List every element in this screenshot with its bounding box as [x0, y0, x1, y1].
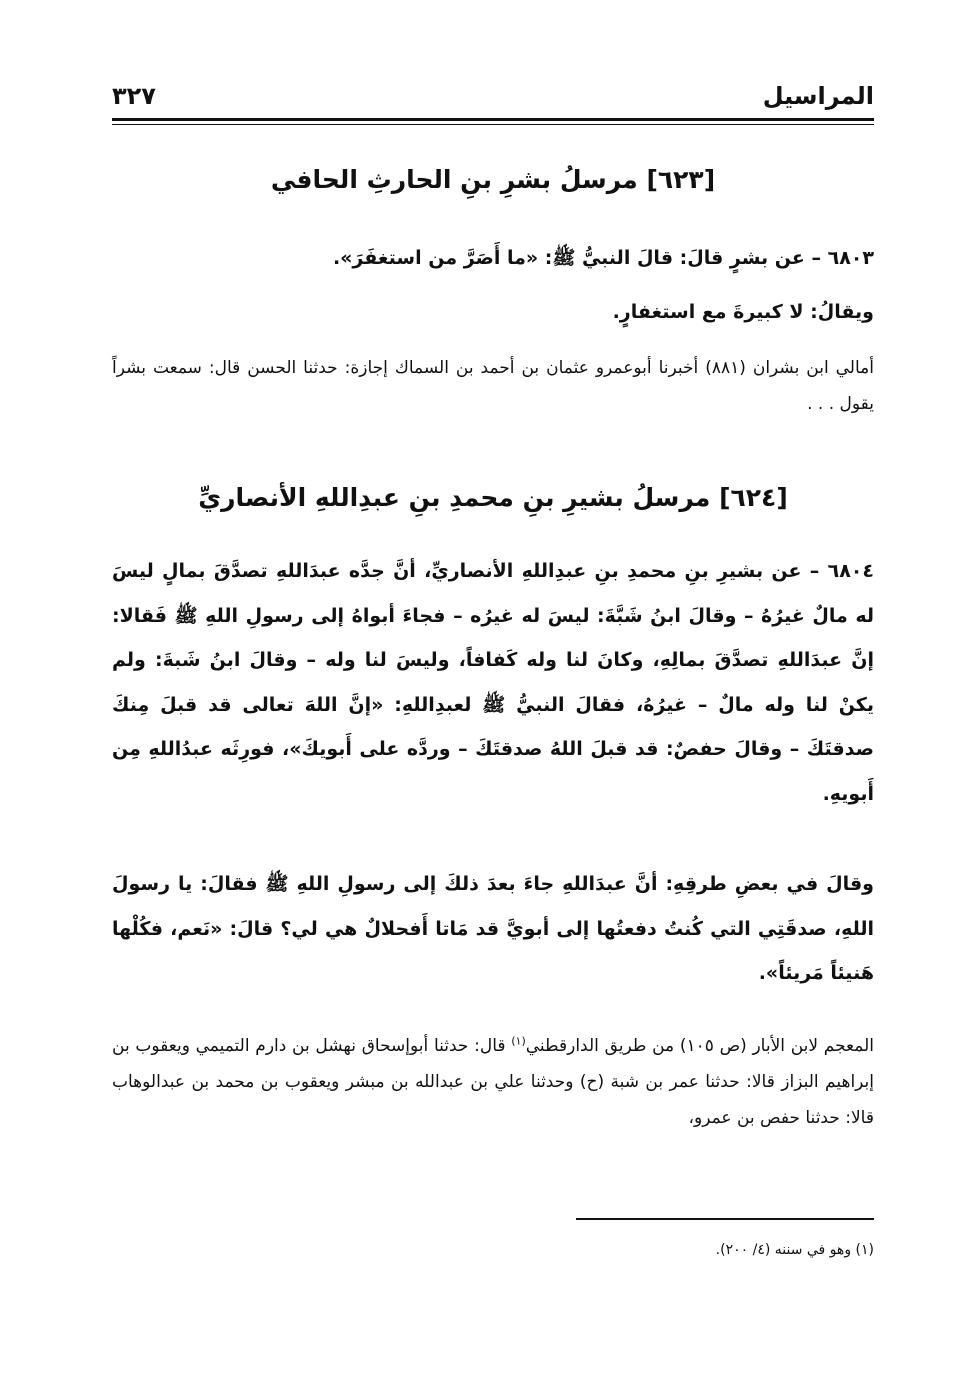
- source-text: المعجم لابن الأبار (ص ١٠٥) من طريق الدارقطني: [525, 1036, 874, 1056]
- chapter-title-624: [٦٢٤] مرسلُ بشيرِ بنِ محمدِ بنِ عبدِاللهِ الأنصاريِّ: [198, 483, 788, 512]
- header-rule-thin: [112, 124, 874, 125]
- source-citation-623: أمالي ابن بشران (٨٨١) أخبرنا أبوعمرو عثمان بن أحمد بن السماك إجازة: حدثنا الحسن قال: سمعت بشراً يقول . . .: [112, 358, 874, 414]
- running-title: المراسيل: [762, 82, 874, 110]
- hadith-6803: ٦٨٠٣ – عن بشرٍ قالَ: قالَ النبيُّ ﷺ: «ما أَصَرَّ من استغفَرَ».: [332, 247, 874, 269]
- saying-text: ويقالُ: لا كبيرةَ مع استغفارٍ.: [612, 301, 874, 323]
- footnote-reference[interactable]: (١): [511, 1034, 526, 1048]
- chapter-title-623: [٦٢٣] مرسلُ بشرِ بنِ الحارثِ الحافي: [270, 165, 716, 194]
- hadith-6804: ٦٨٠٤ – عن بشيرِ بنِ محمدِ بنِ عبدِاللهِ الأنصاريِّ، أنَّ جدَّه عبدَاللهِ تصدَّقَ بمالٍ ليسَ له مالٌ غيرُهُ – وقالَ ابنُ شَبَّةَ: ليسَ له غيرُه – فجاءَ أبواهُ إلى رسولِ اللهِ ﷺ فَقالا: إنَّ عبدَاللهِ تصدَّقَ بمالِهِ، وكانَ لنا وله كَفافاً، وليسَ لنا وله – وقالَ ابنُ شَبةَ: ولم يكنْ لنا وله مالٌ – غيرُهُ، فقالَ النبيُّ ﷺ لعبدِاللهِ: «إنَّ اللهَ تعالى قد قبلَ مِنكَ صدقتَكَ – وقالَ حفصٌ: قد قبلَ اللهُ صدقتَكَ – وردَّه على أَبويكَ»، فورِثَه عبدُاللهِ مِن أَبويهِ.: [112, 560, 874, 805]
- footnote-rule: [576, 1218, 874, 1220]
- footnote-1: (١) وهو في سننه (٤/ ٢٠٠).: [715, 1242, 874, 1258]
- page-number: ٣٢٧: [112, 82, 156, 110]
- hadith-6804-variant: وقالَ في بعضِ طرقِهِ: أنَّ عبدَاللهِ جاءَ بعدَ ذلكَ إلى رسولِ اللهِ ﷺ فقالَ: يا رسولَ اللهِ، صدقَتِي التي كُنتُ دفعتُها إلى أبويَّ قد مَاتا أَفحلالٌ هي لي؟ قالَ: «نَعم، فكُلْها هَنيئاً مَريئاً».: [112, 873, 874, 984]
- header-rule: [112, 118, 874, 121]
- source-citation-624: [112, 1028, 874, 1136]
- running-header: [112, 82, 874, 118]
- source-text-rest: قال: حدثنا أبوإسحاق نهشل بن دارم التميمي ويعقوب بن إبراهيم البزاز قالا: حدثنا عمر بن شبة (ح) وحدثنا علي بن عبدالله بن مبشر ويعقوب بن محمد بن عبدالوهاب قالا: حدثنا حفص بن عمرو،: [112, 1036, 874, 1128]
